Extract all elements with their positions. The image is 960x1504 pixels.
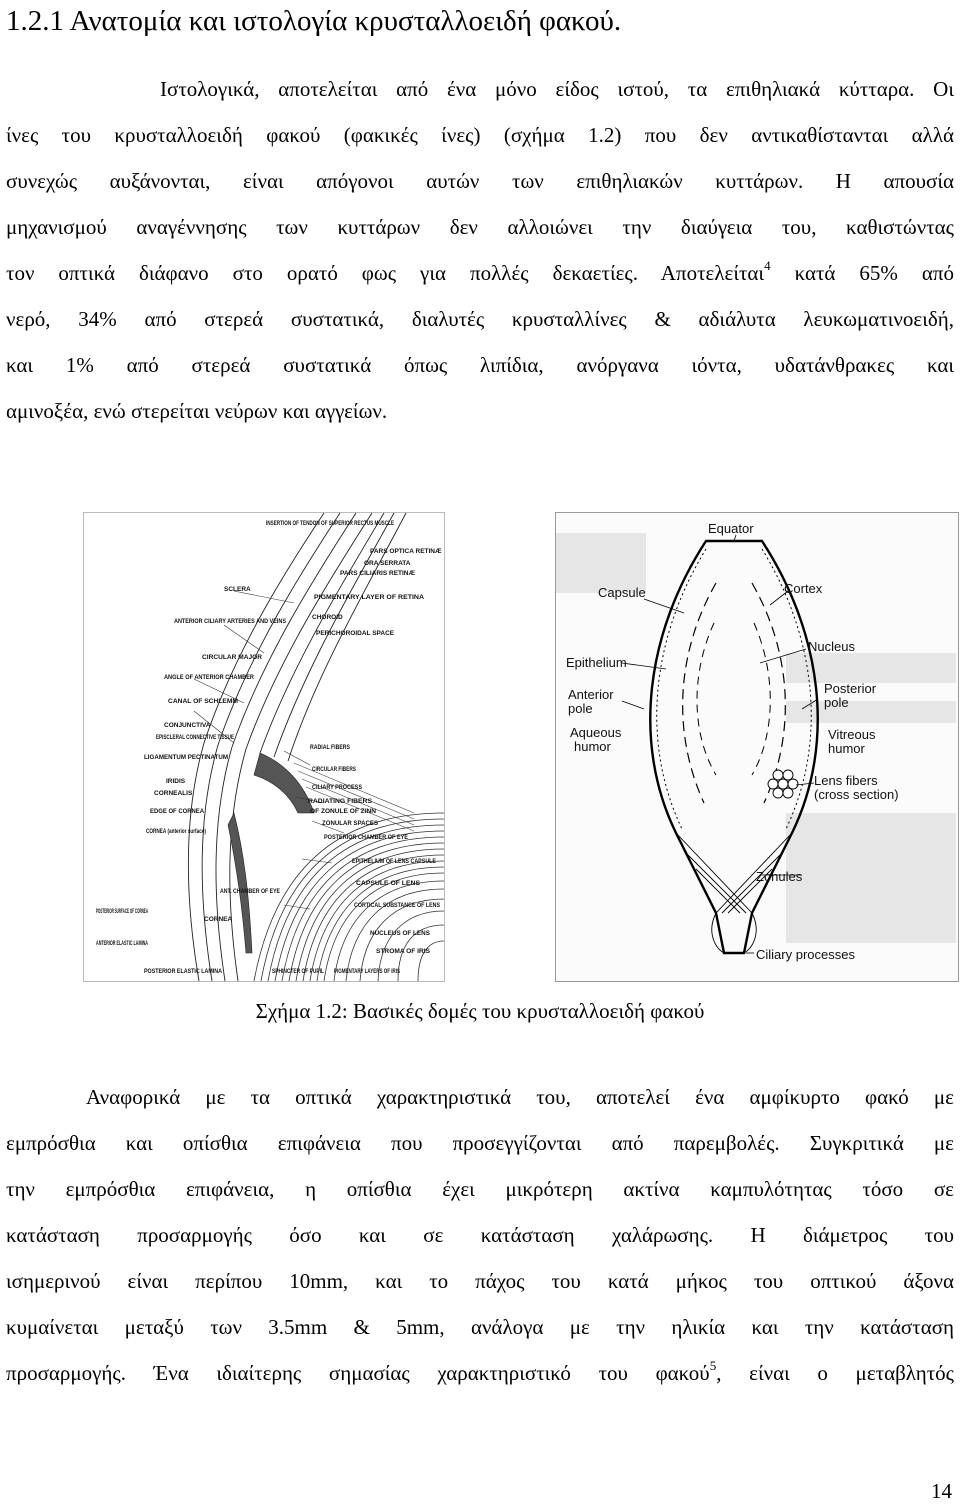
label-ligamentum: LIGAMENTUM PECTINATUM [144, 754, 228, 761]
label-ciliary: Ciliary processes [756, 947, 855, 962]
label-pars-ciliaris: PARS CILIARIS RETINÆ [340, 570, 415, 577]
lens-schematic [556, 513, 958, 981]
label-zonular-spaces: ZONULAR SPACES [322, 820, 379, 827]
text-line: και 1% από στερεά συστατικά όπως λιπίδια, ανόργανα ιόντα, υδατάνθρακες και [6, 353, 954, 377]
section-heading: 1.2.1 Ανατομία και ιστολογία κρυσταλλοειδή φακού. [6, 5, 622, 37]
eye-section-drawing [84, 513, 444, 981]
label-conjunctiva: CONJUNCTIVA [164, 722, 211, 729]
label-anterior-pole: pole [568, 701, 593, 716]
eye-anatomy-figure [83, 512, 445, 982]
label-zonules: Zonules [756, 869, 803, 884]
text-line: προσαρμογής. Ένα ιδιαίτερης σημασίας χαρακτηριστικό του φακού$^5$, είναι ο μεταβλητός [6, 1358, 954, 1385]
text-line: μηχανισμού αναγέννησης των κυττάρων δεν αλλοιώνει την διαύγεια του, καθιστώντας [6, 215, 954, 239]
label-pars-optica: PARS OPTICA RETINÆ [370, 548, 442, 555]
label-zonule-zinn: OF ZONULE OF ZINN [310, 808, 377, 815]
label-cornea: CORNEA [204, 916, 233, 923]
label-posterior-elastic: POSTERIOR ELASTIC LAMINA [144, 968, 223, 975]
label-angle: ANGLE OF ANTERIOR CHAMBER [164, 674, 255, 681]
label-episcleral: EPISCLERAL CONNECTIVE TISSUE [156, 734, 235, 741]
label-perichoroidal: PERICHOROIDAL SPACE [316, 630, 395, 637]
label-circular-major: CIRCULAR MAJOR [202, 654, 263, 661]
label-nucleus: Nucleus [808, 639, 855, 654]
label-capsule: Capsule [598, 585, 646, 600]
page-number: 14 [931, 1479, 952, 1503]
text-line: συνεχώς αυξάνονται, είναι απόγονοι αυτών των επιθηλιακών κυττάρων. Η απουσία [6, 169, 954, 193]
text-line: εμπρόσθια και οπίσθια επιφάνεια που προσεγγίζονται από παρεμβολές. Συγκριτικά με [6, 1131, 954, 1155]
label-cross-section: (cross section) [814, 787, 899, 802]
label-sclera: SCLERA [224, 586, 251, 593]
label-stroma-iris: STROMA OF IRIS [376, 948, 431, 955]
label-epithelium: Epithelium [566, 655, 627, 670]
label-insertion: INSERTION OF TENDON OF SUPERIOR RECTUS MUSCLE [266, 520, 395, 527]
label-sphincter: SPHINCTER OF PUPIL [272, 968, 325, 975]
ciliary-body [228, 753, 314, 953]
text-line: κυμαίνεται μεταξύ των 3.5mm & 5mm, ανάλογα με την ηλικία και την κατάσταση [6, 1315, 954, 1339]
label-pigmentary: PIGMENTARY LAYER OF RETINA [314, 594, 425, 601]
label-capsule-lens: CAPSULE OF LENS [356, 880, 421, 887]
paragraph-histology [6, 66, 954, 434]
text-line: ίνες του κρυσταλλοειδή φακού (φακικές ίνες) (σχήμα 1.2) που δεν αντικαθίστανται αλλά [6, 123, 954, 147]
label-radial: RADIAL FIBERS [310, 744, 351, 751]
label-circular-fibers: CIRCULAR FIBERS [312, 766, 357, 773]
text-line: νερό, 34% από στερεά συστατικά, διαλυτές κρυσταλλίνες & αδιάλυτα λευκωματινοειδή, [6, 307, 954, 331]
label-posterior-surface: POSTERIOR SURFACE OF CORNEA [96, 908, 149, 915]
label-equator: Equator [708, 521, 754, 536]
lens-fibers-cluster [768, 770, 798, 798]
text-line: κατάσταση προσαρμογής όσο και σε κατάσταση χαλάρωσης. Η διάμετρος του [6, 1223, 954, 1247]
label-vitreous-humor: humor [828, 741, 865, 756]
label-nucleus-lens: NUCLEUS OF LENS [370, 930, 431, 937]
label-posterior: Posterior [824, 681, 877, 696]
label-ciliary-process: CILIARY PROCESS [312, 784, 363, 791]
label-iridis: IRIDIS [166, 778, 186, 785]
label-aqueous: Aqueous [570, 725, 622, 740]
paragraph-optics [6, 1074, 954, 1396]
figure-caption: Σχήμα 1.2: Βασικές δομές του κρυσταλλοειδή φακού [255, 999, 705, 1023]
label-anterior-elastic: ANTERIOR ELASTIC LAMINA [96, 940, 149, 947]
label-anterior: Anterior [568, 687, 614, 702]
sclera-band [188, 513, 406, 981]
label-posterior-chamber: POSTERIOR CHAMBER OF EYE [324, 834, 409, 841]
label-ant-ciliary: ANTERIOR CILIARY ARTERIES AND VEINS [174, 618, 287, 625]
label-radiating: RADIATING FIBERS [308, 798, 373, 805]
label-lens-fibers: Lens fibers [814, 773, 878, 788]
label-ant-chamber: ANT. CHAMBER OF EYE [220, 888, 281, 895]
label-edge-cornea: EDGE OF CORNEA [150, 808, 205, 815]
text-line: Αναφορικά με τα οπτικά χαρακτηριστικά του, αποτελεί ένα αμφίκυρτο φακό με [86, 1085, 954, 1109]
label-canal: CANAL OF SCHLEMM [168, 698, 238, 705]
label-aqueous-humor: humor [574, 739, 611, 754]
zonules-drawing [676, 833, 792, 953]
text-line: τον οπτικά διάφανο στο ορατό φως για πολλές δεκαετίες. Αποτελείται$^4$ κατά 65% από [6, 258, 954, 285]
lens-structure-figure [555, 512, 959, 982]
label-epithelium-lens: EPITHELIUM OF LENS CAPSULE [352, 858, 437, 865]
label-choroid: CHOROID [312, 614, 343, 621]
text-line: αμινοξέα, ενώ στερείται νεύρων και αγγείων. [6, 399, 388, 423]
text-line: Ιστολογικά, αποτελείται από ένα μόνο είδος ιστού, τα επιθηλιακά κύτταρα. Οι [160, 77, 954, 101]
text-line: ισημερινού είναι περίπου 10mm, και το πάχος του κατά μήκος του οπτικού άξονα [6, 1269, 954, 1293]
label-vitreous: Vitreous [828, 727, 876, 742]
label-cortex: Cortex [784, 581, 823, 596]
footnote-ref[interactable]: 4 [764, 258, 771, 273]
label-cornea-ant: CORNEA (anterior surface) [146, 828, 206, 835]
label-posterior-pole: pole [824, 695, 849, 710]
label-cornealis: CORNEALIS [154, 790, 193, 797]
footnote-ref[interactable]: 5 [709, 1358, 717, 1373]
label-cortical: CORTICAL SUBSTANCE OF LENS [354, 902, 441, 909]
anatomy-labels [96, 520, 442, 975]
label-ora-serrata: ORA SERRATA [364, 560, 411, 567]
label-pigmentary-iris: PIGMENTARY LAYERS OF IRIS [334, 968, 401, 975]
text-line: την εμπρόσθια επιφάνεια, η οπίσθια έχει μικρότερη ακτίνα καμπυλότητας τόσο σε [6, 1177, 954, 1201]
